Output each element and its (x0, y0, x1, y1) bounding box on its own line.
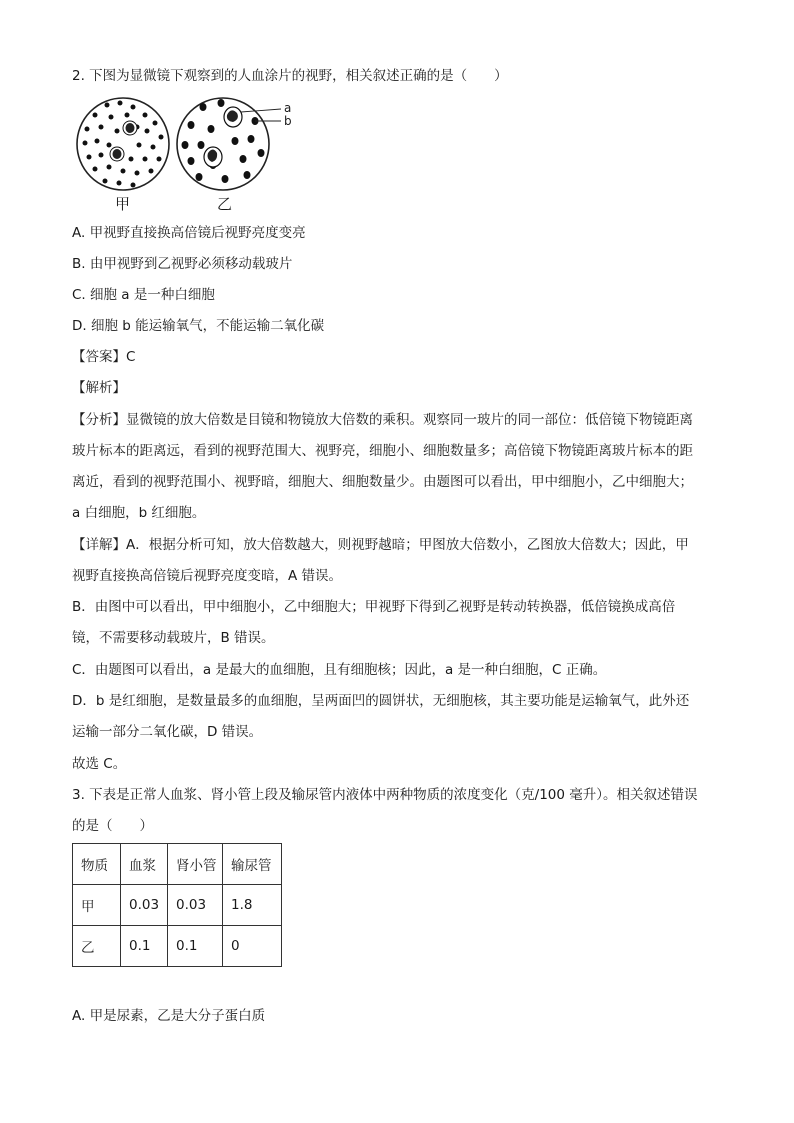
caption-yi: 乙 (217, 195, 233, 213)
question-3-option-a: A. 甲是尿素，乙是大分子蛋白质 (72, 1008, 266, 1024)
blood-smear-diagram (75, 95, 305, 215)
analysis-line: a 白细胞，b 红细胞。 (72, 505, 206, 521)
table-header-row (73, 844, 282, 885)
table-header-cell: 物质 (73, 844, 121, 885)
analysis-line: 玻片标本的距离远，看到的视野范围大、视野亮，细胞小、细胞数量多；高倍镜下物镜距离玻片标本的距 (72, 443, 693, 459)
option-d: D. 细胞 b 能运输氧气，不能运输二氧化碳 (72, 318, 325, 334)
option-c: C. 细胞 a 是一种白细胞 (72, 287, 215, 303)
table-header-cell: 输尿管 (223, 844, 282, 885)
field-jia (77, 98, 169, 190)
question-3-stem: 3. 下表是正常人血浆、肾小管上段及输尿管内液体中两种物质的浓度变化（克/100 毫升）。相关叙述错误 (72, 787, 698, 803)
table-header-cell: 血浆 (121, 844, 168, 885)
table-cell: 0.03 (168, 885, 223, 926)
question-2-stem: 2. 下图为显微镜下观察到的人血涂片的视野，相关叙述正确的是（ ） (72, 68, 508, 84)
analysis-heading: 【解析】 (72, 380, 126, 396)
caption-jia: 甲 (115, 195, 131, 213)
option-a: A. 甲视野直接换高倍镜后视野亮度变亮 (72, 225, 306, 241)
table-cell: 甲 (73, 885, 121, 926)
label-a: a (284, 101, 292, 115)
question-3-stem-cont: 的是（ ） (72, 818, 153, 834)
table-header-cell: 肾小管 (168, 844, 223, 885)
microscope-figure (75, 95, 305, 215)
label-b: b (284, 114, 292, 128)
analysis-line: 离近，看到的视野范围小、视野暗，细胞大、细胞数量少。由题图可以看出，甲中细胞小，乙中细胞大； (72, 474, 693, 490)
analysis-line: 运输一部分二氧化碳，D 错误。 (72, 724, 263, 740)
concentration-table (72, 843, 282, 967)
table-row (73, 885, 282, 926)
answer: 【答案】C (72, 349, 136, 365)
analysis-line: 镜，不需要移动载玻片，B 错误。 (72, 630, 275, 646)
analysis-line: 故选 C。 (72, 756, 127, 772)
table-cell: 0 (223, 926, 282, 967)
table-row (73, 926, 282, 967)
analysis-line: B．由图中可以看出，甲中细胞小，乙中细胞大；甲视野下得到乙视野是转动转换器，低倍镜换成高倍 (72, 599, 676, 615)
option-b: B. 由甲视野到乙视野必须移动载玻片 (72, 256, 293, 272)
analysis-line: 【分析】显微镜的放大倍数是目镜和物镜放大倍数的乘积。观察同一玻片的同一部位：低倍镜下物镜距离 (72, 412, 693, 428)
table-cell: 1.8 (223, 885, 282, 926)
table-cell: 0.1 (168, 926, 223, 967)
analysis-line: D．b 是红细胞，是数量最多的血细胞，呈两面凹的圆饼状，无细胞核，其主要功能是运输氧气，此外还 (72, 693, 690, 709)
table-cell: 0.1 (121, 926, 168, 967)
analysis-line: 【详解】A．根据分析可知，放大倍数越大，则视野越暗；甲图放大倍数小，乙图放大倍数大；因此，甲 (72, 537, 689, 553)
analysis-line: 视野直接换高倍镜后视野亮度变暗，A 错误。 (72, 568, 343, 584)
table-cell: 乙 (73, 926, 121, 967)
analysis-line: C．由题图可以看出，a 是最大的血细胞，且有细胞核；因此，a 是一种白细胞，C 正确。 (72, 662, 607, 678)
table-cell: 0.03 (121, 885, 168, 926)
field-yi (177, 98, 281, 190)
